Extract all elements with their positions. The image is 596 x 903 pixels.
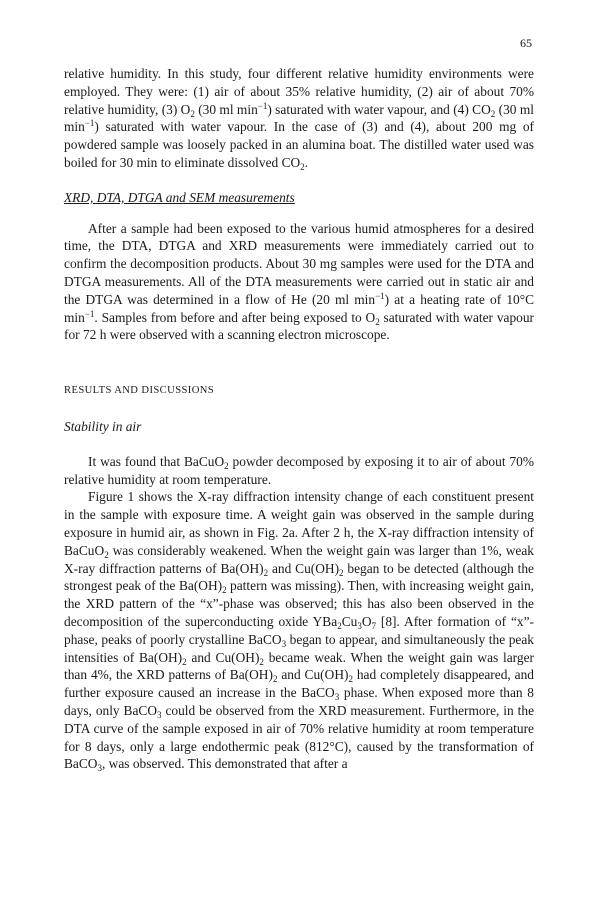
subheading-stability: Stability in air	[64, 418, 142, 434]
page-number: 65	[520, 36, 532, 50]
paragraph-xrd-results: Figure 1 shows the X-ray diffraction intensity change of each constituent present in the sample with exposure time. A weight gain was observed in the sample during exposure in humid air, as shown in Fig. 2a. After 2 h, the X-ray diffraction intensity of BaCuO$_2$ was considerably weakened. When the weight gain was larger than 1%, weak X-ray diffraction patterns of $Ba(OH)_2$ and $Cu(OH)_2$ began to be detected (although the strongest peak of the $Ba(OH)_2$ pattern was missing). Then, with increasing weight gain, the XRD pattern of the “x”-phase was observed; this has also been observed in the decomposition of the superconducting oxide $YBa_2Cu_3O_7$ [8]. After formation of “x”-phase, peaks of poorly crystalline BaCO$_3$ began to appear, and simultaneously the peak intensities of $Ba(OH)_2$ and $Cu(OH)_2$ became weak. When the weight gain was larger than 4%, the XRD patterns of $Ba(OH)_2$ and $Cu(OH)_2$ had completely disappeared, and further exposure caused an increase in the BaCO$_3$ phase. When exposed more than 8 days, only BaCO$_3$ could be observed from the XRD measurement. Furthermore, in the DTA curve of the sample exposed in air of 70% relative humidity at room temperature for 8 days, only a large endothermic peak (812°C), caused by the transformation of BaCO$_3$, was observed. This demonstrated that after a	[64, 489, 535, 774]
paragraph-measurements: After a sample had been exposed to the various humid atmospheres for a desired time, the DTA, DTGA and XRD measurements were immediately carried out to confirm the decomposition products. About 30 mg samples were used for the DTA and DTGA measurements. All of the DTA measurements were carried out in static air and the DTGA was determined in a flow of He (20 ml $\min^{-1}$) at a heating rate of 10°C $\min^{-1}$. Samples from before and after being exposed to $O_2$ saturated with water vapour for 72 h were observed with a scanning electron microscope.	[64, 220, 535, 343]
paragraph-humidity-environments: relative humidity. In this study, four different relative humidity environments were employed. They were: (1) air of about 35% relative humidity, (2) air of about 70% relative humidity, (3) $O_2$ (30 ml $\min^{-1}$) saturated with water vapour, and (4) $CO_2$ (30 ml $\min^{-1}$) saturated with water vapour. In the case of (3) and (4), about 200 mg of powdered sample was loosely packed in an alumina boat. The distilled water used was boiled for 30 min to eliminate dissolved $CO_2$.	[64, 66, 534, 172]
section-heading-results: RESULTS AND DISCUSSIONS	[64, 385, 215, 397]
page-body	[64, 65, 534, 773]
paragraph-stability-intro: It was found that BaCuO$_2$ powder decomposed by exposing it to air of about 70% relative humidity at room temperature.	[64, 453, 534, 487]
subheading-measurements: XRD, DTA, DTGA and SEM measurements	[64, 189, 295, 205]
